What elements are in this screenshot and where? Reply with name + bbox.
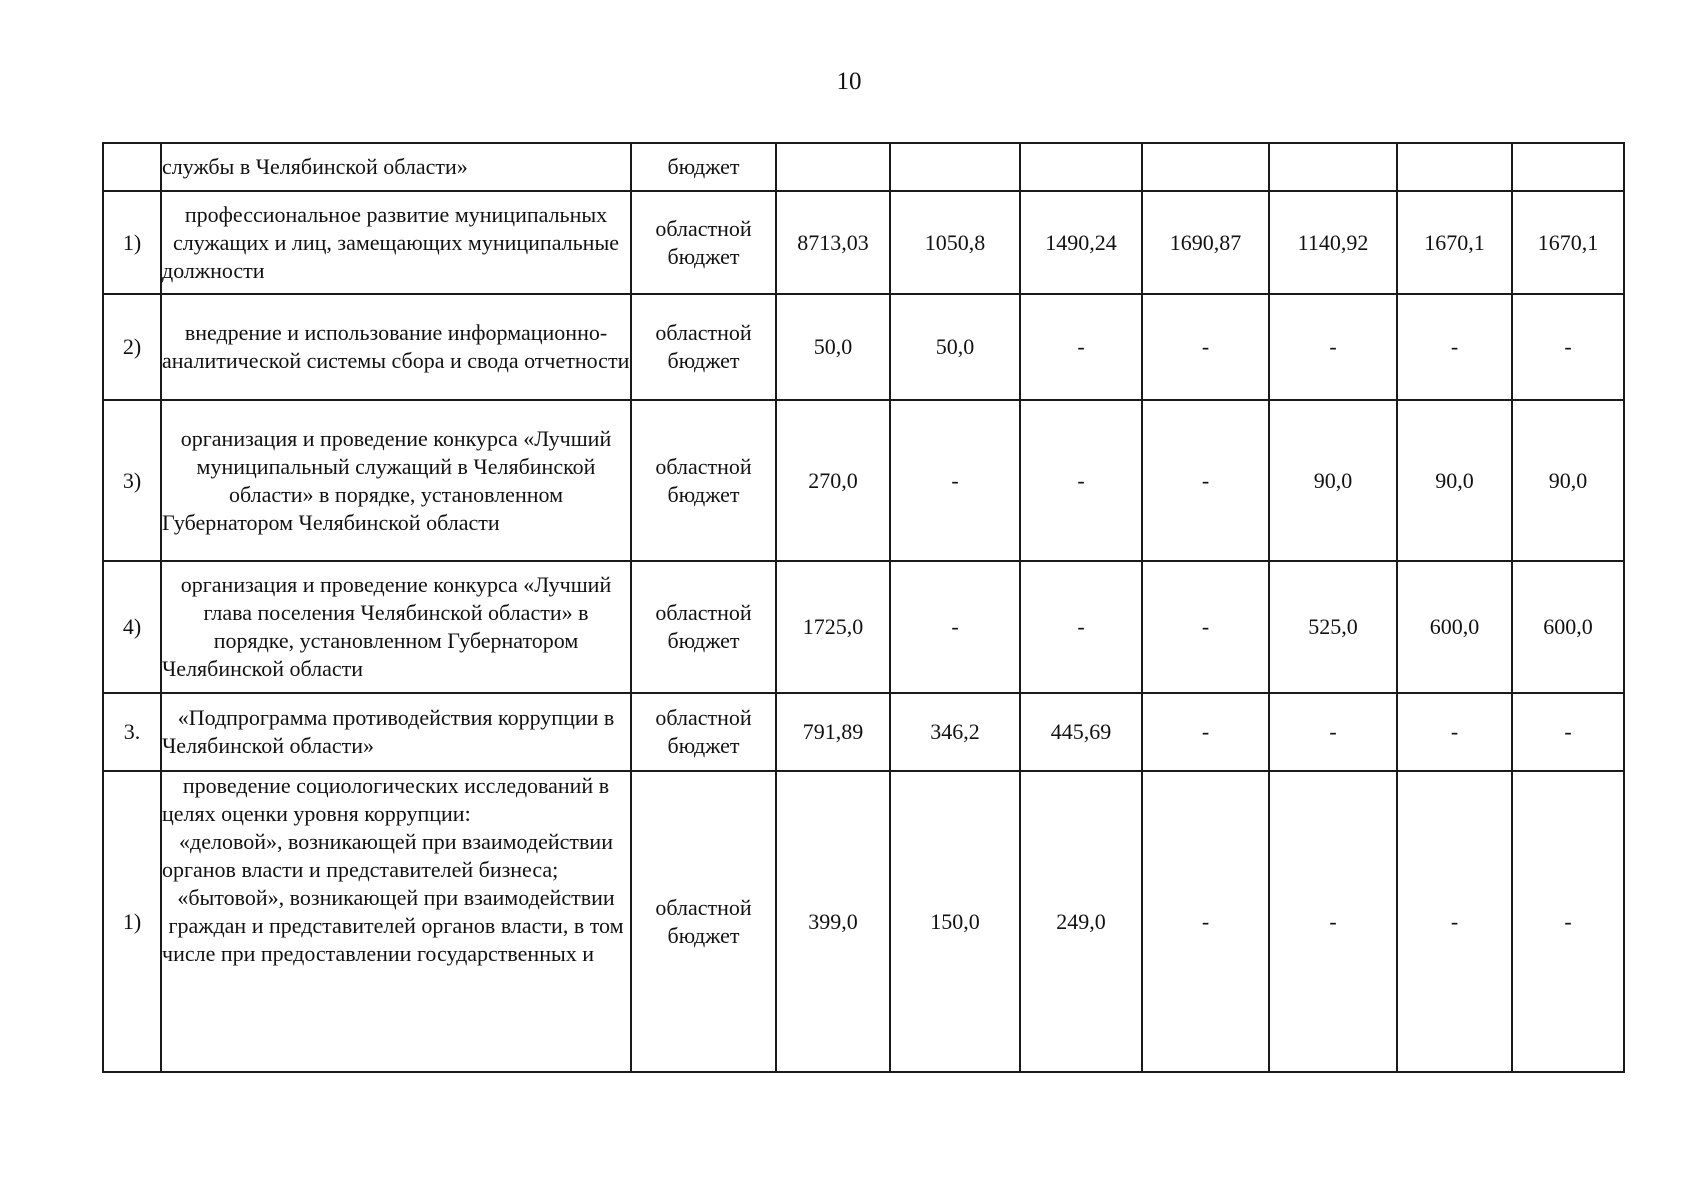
row-description: организация и проведение конкурса «Лучший глава поселения Челябинской области» в порядке, установленном Губернатором Челябинской области xyxy=(161,561,631,693)
value-cell: 791,89 xyxy=(776,693,890,771)
page-number: 10 xyxy=(836,68,862,95)
value-cell: - xyxy=(1142,693,1269,771)
value-cell: 270,0 xyxy=(776,400,890,561)
funding-source: бюджет xyxy=(631,143,776,191)
value-cell: 1050,8 xyxy=(890,191,1020,294)
value-cell: - xyxy=(1397,294,1512,400)
value-cell: 90,0 xyxy=(1512,400,1624,561)
value-cell: 1725,0 xyxy=(776,561,890,693)
value-cell xyxy=(776,143,890,191)
value-cell xyxy=(1020,143,1142,191)
value-cell: - xyxy=(1269,294,1397,400)
funding-source: областной бюджет xyxy=(631,771,776,1072)
value-cell: 90,0 xyxy=(1269,400,1397,561)
value-cell: 150,0 xyxy=(890,771,1020,1072)
value-cell: - xyxy=(1142,771,1269,1072)
value-cell: 600,0 xyxy=(1512,561,1624,693)
table-row xyxy=(103,143,1624,191)
value-cell: 1670,1 xyxy=(1397,191,1512,294)
value-cell: 525,0 xyxy=(1269,561,1397,693)
row-number: 4) xyxy=(103,561,161,693)
value-cell: 346,2 xyxy=(890,693,1020,771)
value-cell: 1140,92 xyxy=(1269,191,1397,294)
value-cell: 445,69 xyxy=(1020,693,1142,771)
table-row xyxy=(103,294,1624,400)
table-row xyxy=(103,561,1624,693)
funding-source: областной бюджет xyxy=(631,693,776,771)
funding-source: областной бюджет xyxy=(631,191,776,294)
table-row xyxy=(103,771,1624,1072)
value-cell: - xyxy=(1142,294,1269,400)
value-cell: 50,0 xyxy=(776,294,890,400)
row-description: профессиональное развитие муниципальных служащих и лиц, замещающих муниципальные должности xyxy=(161,191,631,294)
value-cell: - xyxy=(1512,693,1624,771)
value-cell: 8713,03 xyxy=(776,191,890,294)
value-cell: - xyxy=(1269,771,1397,1072)
table-row xyxy=(103,400,1624,561)
row-number: 1) xyxy=(103,771,161,1072)
row-number: 3) xyxy=(103,400,161,561)
table-row xyxy=(103,191,1624,294)
value-cell: - xyxy=(1269,693,1397,771)
funding-source: областной бюджет xyxy=(631,561,776,693)
value-cell: 399,0 xyxy=(776,771,890,1072)
row-description: внедрение и использование информационно-аналитической системы сбора и свода отчетности xyxy=(161,294,631,400)
value-cell: 90,0 xyxy=(1397,400,1512,561)
value-cell: - xyxy=(1512,771,1624,1072)
value-cell: - xyxy=(1397,771,1512,1072)
value-cell: 50,0 xyxy=(890,294,1020,400)
row-description: службы в Челябинской области» xyxy=(161,143,631,191)
table-row xyxy=(103,693,1624,771)
value-cell xyxy=(1397,143,1512,191)
value-cell xyxy=(1512,143,1624,191)
value-cell: - xyxy=(1020,294,1142,400)
value-cell: 1490,24 xyxy=(1020,191,1142,294)
row-number: 3. xyxy=(103,693,161,771)
budget-table xyxy=(102,142,1625,1073)
funding-source: областной бюджет xyxy=(631,294,776,400)
row-number xyxy=(103,143,161,191)
value-cell: 249,0 xyxy=(1020,771,1142,1072)
value-cell: - xyxy=(1020,400,1142,561)
value-cell xyxy=(890,143,1020,191)
value-cell: - xyxy=(1142,400,1269,561)
funding-source: областной бюджет xyxy=(631,400,776,561)
value-cell: 1690,87 xyxy=(1142,191,1269,294)
value-cell: - xyxy=(890,400,1020,561)
row-number: 2) xyxy=(103,294,161,400)
value-cell: - xyxy=(890,561,1020,693)
row-number: 1) xyxy=(103,191,161,294)
value-cell: - xyxy=(1397,693,1512,771)
description-paragraph: «деловой», возникающей при взаимодействии органов власти и представителей бизнеса; xyxy=(162,829,613,882)
value-cell: - xyxy=(1020,561,1142,693)
value-cell: 600,0 xyxy=(1397,561,1512,693)
description-paragraph: проведение социологических исследований в целях оценки уровня коррупции: xyxy=(162,773,610,826)
value-cell: 1670,1 xyxy=(1512,191,1624,294)
row-description xyxy=(161,771,631,1072)
value-cell xyxy=(1269,143,1397,191)
value-cell: - xyxy=(1142,561,1269,693)
description-paragraph: «бытовой», возникающей при взаимодействии граждан и представителей органов власти, в том числе при предоставлении государственных и xyxy=(162,885,624,966)
row-description: «Подпрограмма противодействия коррупции в Челябинской области» xyxy=(161,693,631,771)
value-cell xyxy=(1142,143,1269,191)
value-cell: - xyxy=(1512,294,1624,400)
row-description: организация и проведение конкурса «Лучший муниципальный служащий в Челябинской области» в порядке, установленном Губернатором Челябинской области xyxy=(161,400,631,561)
